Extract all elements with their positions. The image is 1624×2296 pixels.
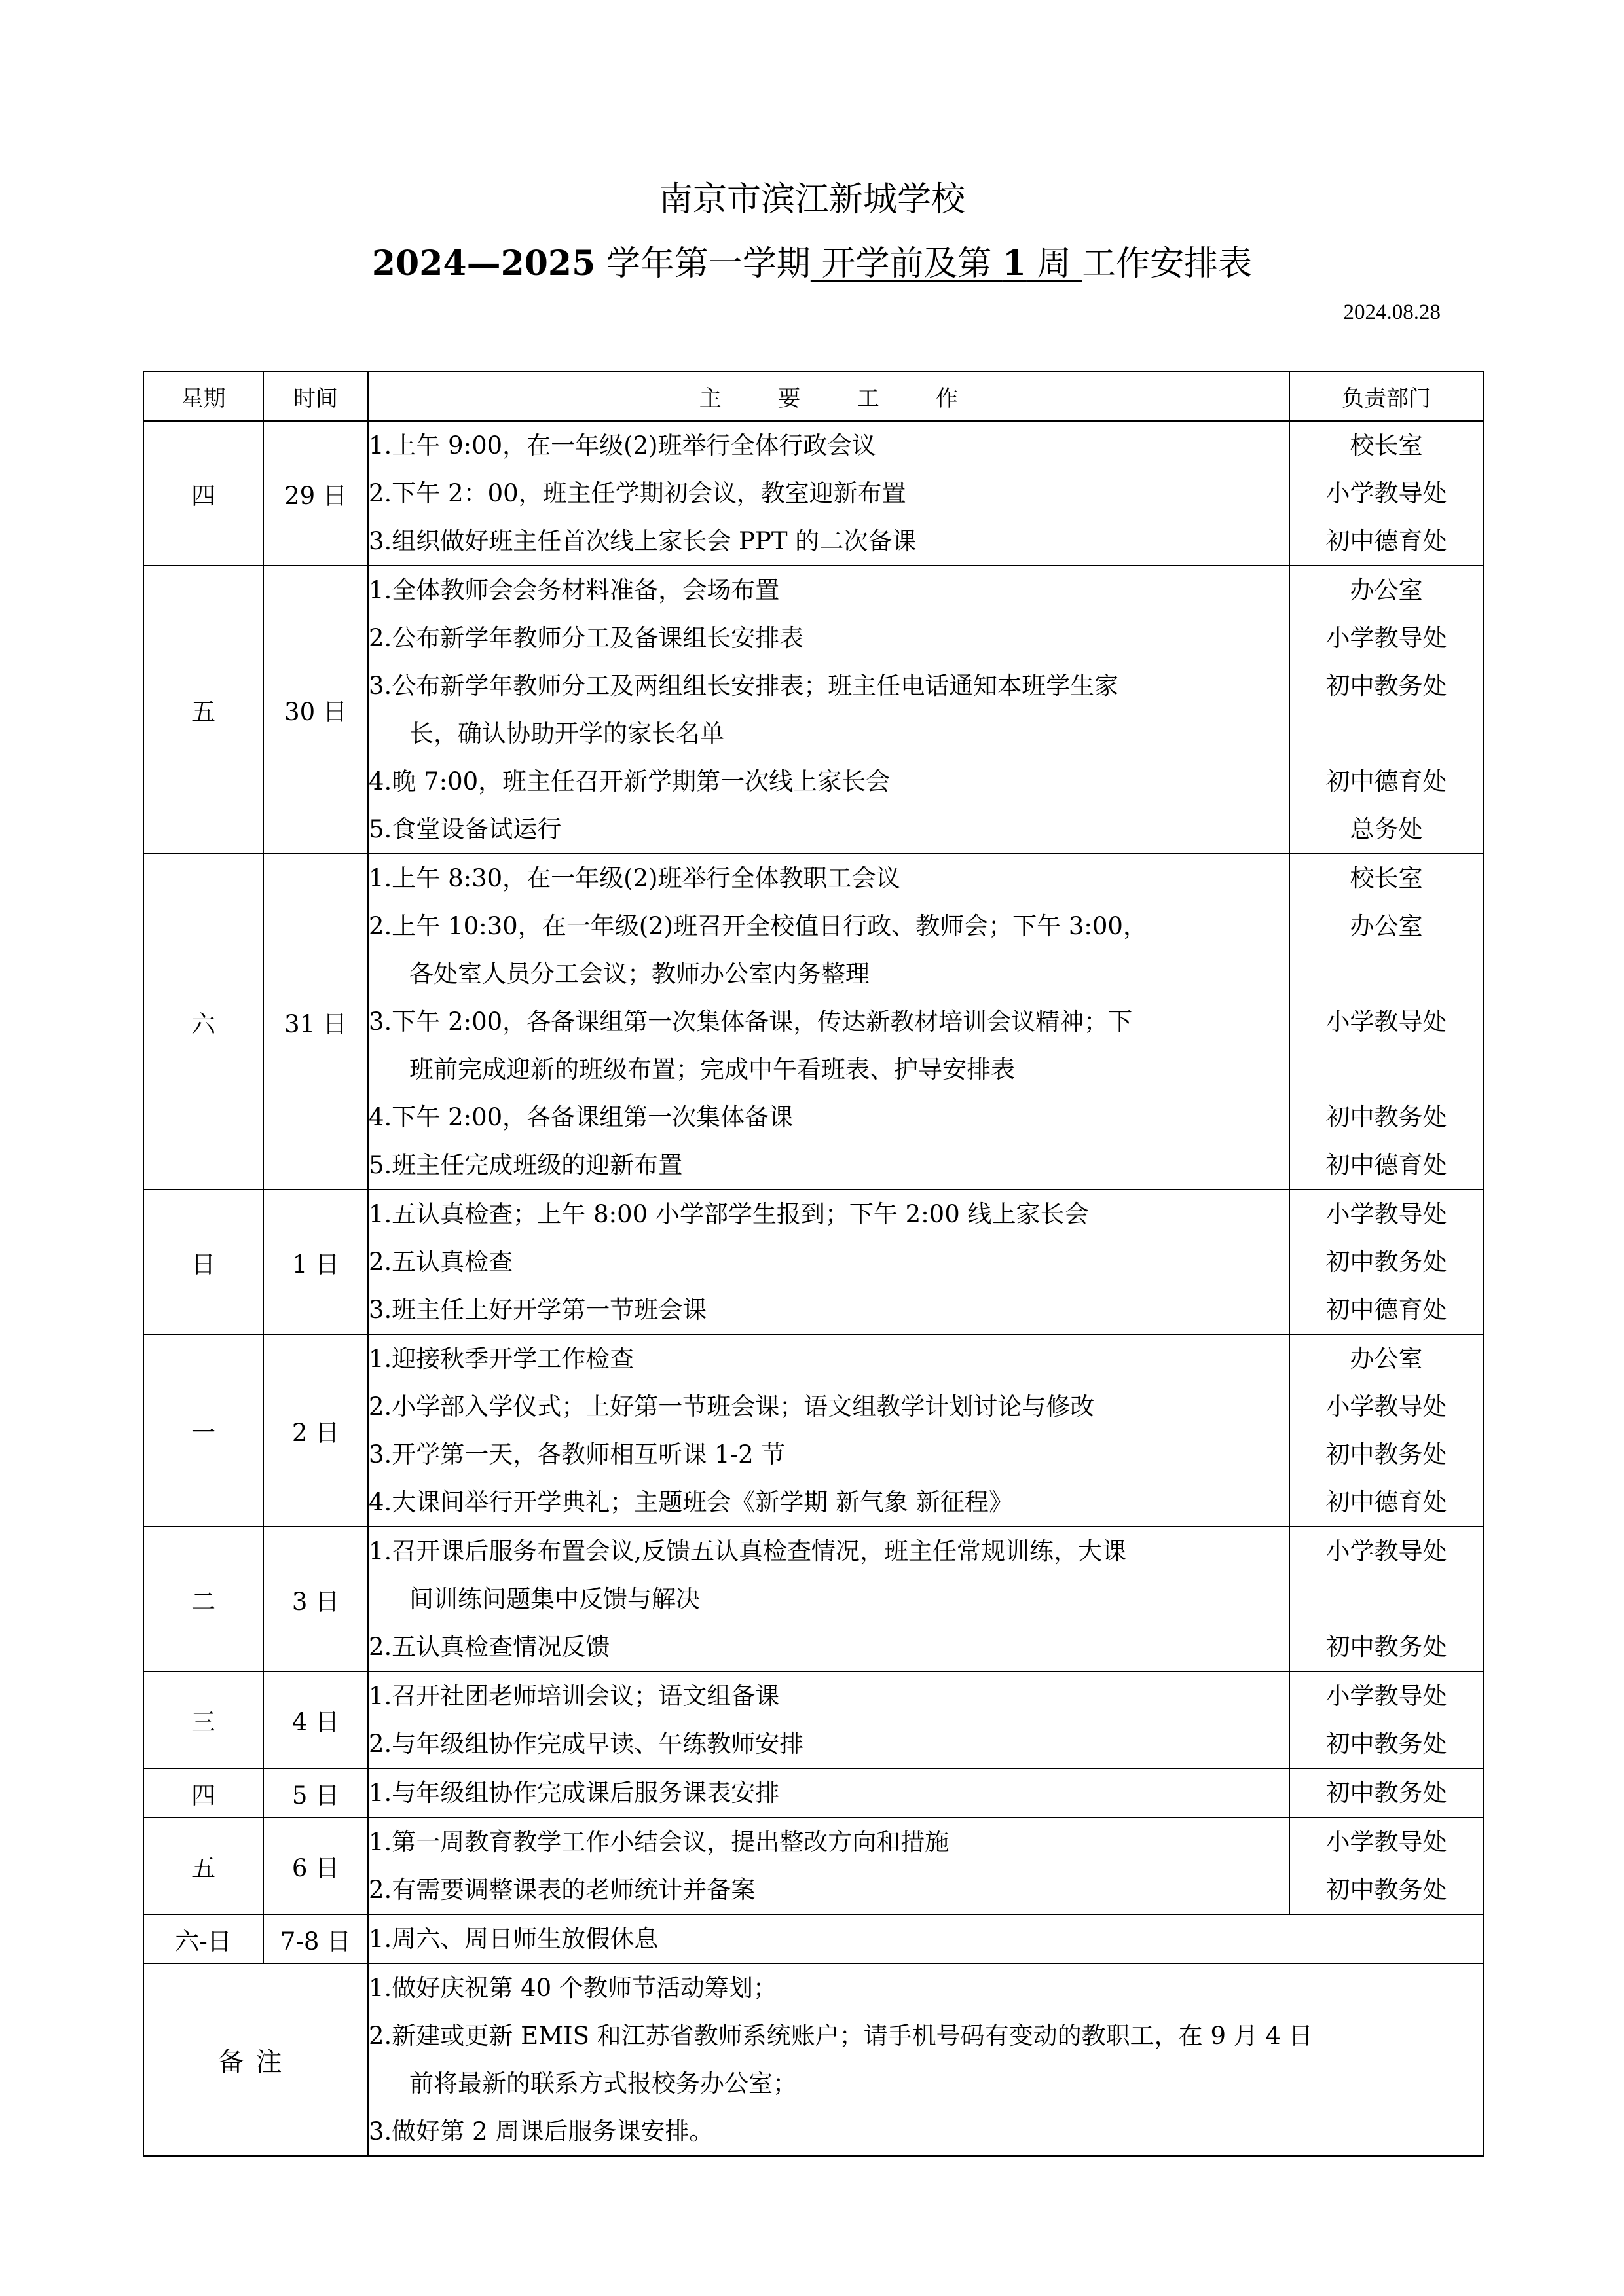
task-line: 2.五认真检查情况反馈 <box>369 1633 610 1661</box>
day-cell: 三 <box>143 1671 263 1768</box>
task-line: 1.迎接秋季开学工作检查 <box>369 1345 635 1373</box>
schedule-body <box>143 421 1483 2156</box>
dept-line: 初中教务处 <box>1325 1103 1447 1131</box>
tasks-cell <box>368 1334 1289 1527</box>
day-cell: 二 <box>143 1527 263 1671</box>
header-day: 星期 <box>143 371 263 421</box>
title-week-unit: 周 <box>1026 244 1082 283</box>
task-line: 3.班主任上好开学第一节班会课 <box>369 1296 707 1324</box>
header-time: 时间 <box>263 371 368 421</box>
table-row <box>143 1768 1483 1817</box>
dept-line <box>1290 950 1483 998</box>
dept-line: 初中教务处 <box>1325 1779 1447 1807</box>
table-row <box>143 1914 1483 1963</box>
time-cell: 29 日 <box>263 421 368 566</box>
dept-cell <box>1289 1817 1483 1914</box>
dept-cell <box>1289 421 1483 566</box>
dept-line: 初中教务处 <box>1325 1440 1447 1468</box>
tasks-cell <box>368 1671 1289 1768</box>
document-date: 2024.08.28 <box>1343 301 1441 324</box>
dept-line: 小学教导处 <box>1325 1682 1447 1710</box>
tasks-cell <box>368 1527 1289 1671</box>
tasks-cell <box>368 1768 1289 1817</box>
task-line: 4.晚 7:00，班主任召开新学期第一次线上家长会 <box>369 767 891 795</box>
dept-line: 小学教导处 <box>1325 479 1447 507</box>
notes-label: 备注 <box>143 1963 368 2156</box>
dept-line: 初中教务处 <box>1325 672 1447 700</box>
dept-line: 小学教导处 <box>1325 1393 1447 1421</box>
day-cell: 五 <box>143 1817 263 1914</box>
task-line: 1.召开课后服务布置会议,反馈五认真检查情况，班主任常规训练，大课 <box>369 1537 1127 1565</box>
tasks-cell <box>368 421 1289 566</box>
task-line: 1.五认真检查；上午 8:00 小学部学生报到；下午 2:00 线上家长会 <box>369 1200 1089 1228</box>
task-line: 1.上午 8:30，在一年级(2)班举行全体教职工会议 <box>369 864 900 892</box>
notes-content <box>368 1963 1483 2156</box>
time-cell: 2 日 <box>263 1334 368 1527</box>
dept-line: 初中德育处 <box>1325 767 1447 795</box>
task-line: 1.召开社团老师培训会议；语文组备课 <box>369 1682 780 1710</box>
dept-cell <box>1289 854 1483 1190</box>
day-cell: 五 <box>143 566 263 854</box>
header-work: 主 要 工 作 <box>368 371 1289 421</box>
task-line: 2.与年级组协作完成早读、午练教师安排 <box>369 1730 804 1758</box>
tasks-cell <box>368 854 1289 1190</box>
day-cell: 一 <box>143 1334 263 1527</box>
table-row <box>143 1190 1483 1334</box>
dept-line: 初中德育处 <box>1325 1488 1447 1516</box>
time-cell: 1 日 <box>263 1190 368 1334</box>
dept-line: 初中德育处 <box>1325 527 1447 555</box>
dept-cell <box>1289 1768 1483 1817</box>
task-line: 2.上午 10:30，在一年级(2)班召开全校值日行政、教师会；下午 3:00， <box>369 912 1147 940</box>
title-suffix: 工作安排表 <box>1082 244 1253 283</box>
school-name: 南京市滨江新城学校 <box>658 180 965 219</box>
task-line: 3.下午 2:00，各备课组第一次集体备课，传达新教材培训会议精神；下 <box>369 1008 1133 1036</box>
task-line: 2.小学部入学仪式；上好第一节班会课；语文组教学计划讨论与修改 <box>369 1393 1095 1421</box>
time-cell: 6 日 <box>263 1817 368 1914</box>
title-week-number: 1 <box>1002 244 1027 283</box>
table-row <box>143 854 1483 1190</box>
dept-line <box>1290 710 1483 757</box>
time-cell: 5 日 <box>263 1768 368 1817</box>
dept-line: 初中教务处 <box>1325 1876 1447 1904</box>
task-line: 1.第一周教育教学工作小结会议，提出整改方向和措施 <box>369 1828 950 1856</box>
schedule-table <box>143 371 1484 2157</box>
table-row <box>143 421 1483 566</box>
note-line: 1.做好庆祝第 40 个教师节活动筹划； <box>369 1974 777 2002</box>
task-line: 5.食堂设备试运行 <box>369 815 562 843</box>
header-dept: 负责部门 <box>1289 371 1483 421</box>
time-cell: 7-8 日 <box>263 1914 368 1963</box>
task-line: 3.组织做好班主任首次线上家长会 PPT 的二次备课 <box>369 527 917 555</box>
tasks-cell <box>368 1914 1483 1963</box>
task-line: 5.班主任完成班级的迎新布置 <box>369 1151 683 1179</box>
dept-line <box>1290 1046 1483 1093</box>
dept-cell <box>1289 1334 1483 1527</box>
tasks-cell <box>368 566 1289 854</box>
day-cell: 六 <box>143 854 263 1190</box>
task-line: 4.下午 2:00，各备课组第一次集体备课 <box>369 1103 794 1131</box>
tasks-cell <box>368 1817 1289 1914</box>
task-line: 长，确认协助开学的家长名单 <box>409 720 724 748</box>
table-row <box>143 1527 1483 1671</box>
task-line: 间训练问题集中反馈与解决 <box>409 1585 700 1613</box>
dept-line: 办公室 <box>1350 912 1423 940</box>
dept-line: 办公室 <box>1350 576 1423 604</box>
dept-cell <box>1289 1527 1483 1671</box>
day-cell: 六-日 <box>143 1914 263 1963</box>
dept-line: 总务处 <box>1350 815 1423 843</box>
title-year: 2024—2025 <box>371 244 596 283</box>
tasks-cell <box>368 1190 1289 1334</box>
time-cell: 31 日 <box>263 854 368 1190</box>
day-cell: 四 <box>143 1768 263 1817</box>
note-line: 3.做好第 2 周课后服务课安排。 <box>369 2117 714 2145</box>
dept-line: 校长室 <box>1350 431 1423 460</box>
table-row <box>143 1671 1483 1768</box>
dept-line: 初中教务处 <box>1325 1248 1447 1276</box>
task-line: 各处室人员分工会议；教师办公室内务整理 <box>409 960 870 988</box>
task-line: 2.五认真检查 <box>369 1248 513 1276</box>
task-line: 4.大课间举行开学典礼；主题班会《新学期 新气象 新征程》 <box>369 1488 1013 1516</box>
note-line: 前将最新的联系方式报校务办公室； <box>409 2069 797 2098</box>
title-term: 学年第一学期 <box>595 244 811 283</box>
time-cell: 3 日 <box>263 1527 368 1671</box>
dept-line: 初中德育处 <box>1325 1296 1447 1324</box>
dept-line: 小学教导处 <box>1325 1828 1447 1856</box>
task-line: 2.公布新学年教师分工及备课组长安排表 <box>369 624 804 652</box>
title-period-text: 开学前及第 <box>810 244 1003 283</box>
table-header-row <box>143 371 1483 421</box>
task-line: 1.周六、周日师生放假休息 <box>369 1925 659 1953</box>
dept-line: 初中教务处 <box>1325 1730 1447 1758</box>
task-line: 2.下午 2：00，班主任学期初会议，教室迎新布置 <box>369 479 906 507</box>
day-cell: 四 <box>143 421 263 566</box>
dept-line: 办公室 <box>1350 1345 1423 1373</box>
task-line: 1.上午 9:00，在一年级(2)班举行全体行政会议 <box>369 431 876 460</box>
dept-line: 初中教务处 <box>1325 1633 1447 1661</box>
time-cell: 4 日 <box>263 1671 368 1768</box>
time-cell: 30 日 <box>263 566 368 854</box>
dept-line: 小学教导处 <box>1325 1008 1447 1036</box>
dept-line: 小学教导处 <box>1325 1200 1447 1228</box>
dept-cell <box>1289 1190 1483 1334</box>
task-line: 2.有需要调整课表的老师统计并备案 <box>369 1876 756 1904</box>
task-line: 1.全体教师会会务材料准备，会场布置 <box>369 576 780 604</box>
note-line: 2.新建或更新 EMIS 和江苏省教师系统账户；请手机号码有变动的教职工，在 9 月 4 日 <box>369 2022 1313 2050</box>
dept-line: 小学教导处 <box>1325 1537 1447 1565</box>
title-period <box>811 244 1082 283</box>
table-row <box>143 566 1483 854</box>
day-cell: 日 <box>143 1190 263 1334</box>
dept-cell <box>1289 1671 1483 1768</box>
notes-row <box>143 1963 1483 2156</box>
document-title <box>0 241 1624 287</box>
dept-line: 小学教导处 <box>1325 624 1447 652</box>
table-row <box>143 1334 1483 1527</box>
task-line: 1.与年级组协作完成课后服务课表安排 <box>369 1779 780 1807</box>
table-row <box>143 1817 1483 1914</box>
dept-cell <box>1289 566 1483 854</box>
task-line: 3.公布新学年教师分工及两组组长安排表；班主任电话通知本班学生家 <box>369 672 1119 700</box>
dept-line <box>1290 1575 1483 1623</box>
task-line: 班前完成迎新的班级布置；完成中午看班表、护导安排表 <box>409 1055 1015 1084</box>
dept-line: 初中德育处 <box>1325 1151 1447 1179</box>
dept-line: 校长室 <box>1350 864 1423 892</box>
task-line: 3.开学第一天，各教师相互听课 1-2 节 <box>369 1440 786 1468</box>
